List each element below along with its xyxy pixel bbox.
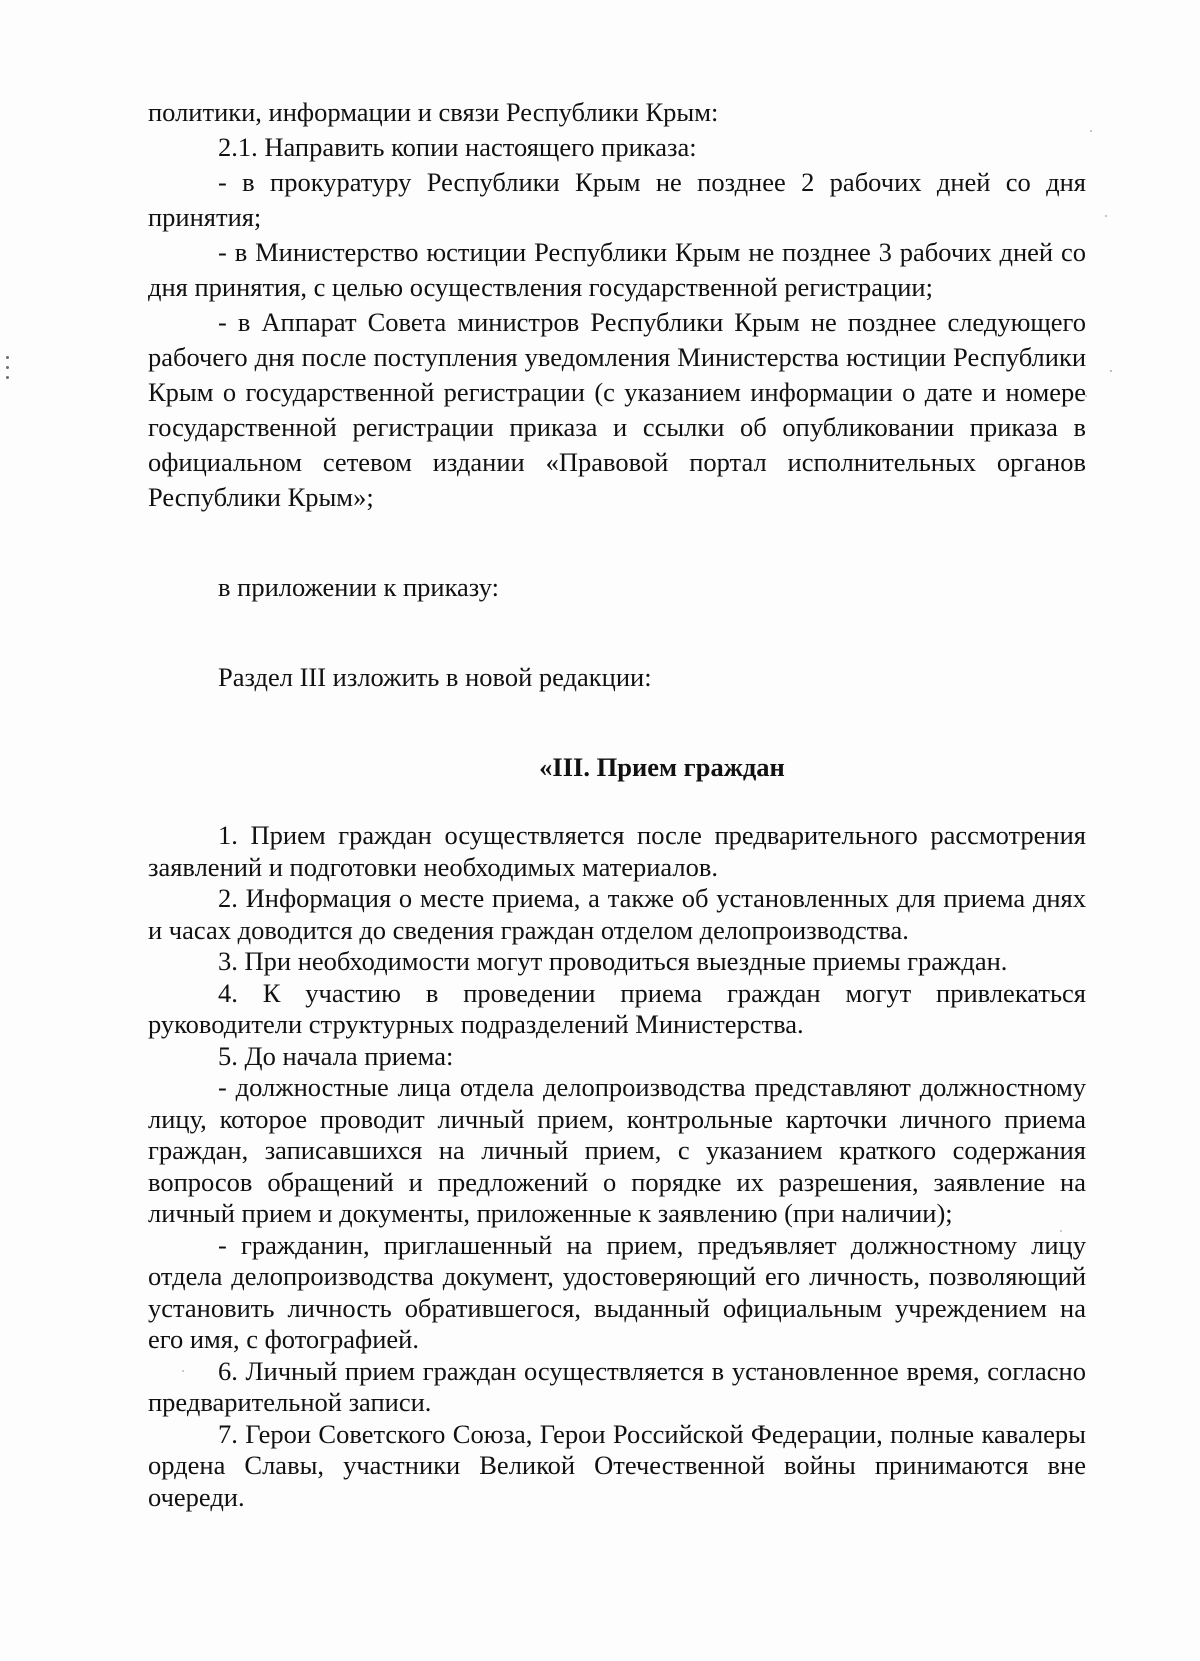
list-item: 3. При необходимости могут проводиться выездные приемы граждан.: [218, 946, 1008, 976]
list-item: 6. Личный прием граждан осуществляется в установленное время, согласно предварительной записи.: [148, 1355, 1086, 1417]
spacer: [148, 730, 1086, 750]
spacer: [148, 695, 1086, 730]
section-title: «III. Прием граждан: [539, 752, 785, 782]
spacer: [148, 640, 1086, 660]
scan-speck: [6, 366, 9, 369]
spacer: [148, 785, 1086, 820]
paragraph: политики, информации и связи Республики Крым:: [148, 97, 719, 127]
spacer: [148, 550, 1086, 570]
spacer: [148, 605, 1086, 640]
paragraph: - в Министерство юстиции Республики Крым не позднее 3 рабочих дней со дня принятия, с целью осуществления государственной регистрации;: [148, 237, 1086, 302]
paragraph: 2.1. Направить копии настоящего приказа:: [218, 132, 697, 162]
scan-speck: [1110, 370, 1112, 372]
scan-speck: [6, 356, 9, 359]
list-item: 4. К участию в проведении приема граждан могут привлекаться руководители структурных подразделений Министерства.: [148, 977, 1086, 1039]
spacer: [148, 515, 1086, 550]
paragraph: - в Аппарат Совета министров Республики Крым не позднее следующего рабочего дня после поступления уведомления Министерства юстиции Республики Крым о государственной регистрации (с указанием информации о дате и номере государственной регистрации приказа и ссылки об опубликовании приказа в официальном сетевом издании «Правовой портал исполнительных органов Республики Крым»;: [148, 307, 1086, 512]
scan-speck: [1090, 130, 1092, 132]
annex-intro: в приложении к приказу:: [218, 572, 499, 602]
list-item: - должностные лица отдела делопроизводства представляют должностному лицу, которое проводит личный прием, контрольные карточки личного приема граждан, записавшихся на личный прием, с указанием краткого содержания вопросов обращений и предложений о порядке их разрешения, заявление на личный прием и документы, приложенные к заявлению (при наличии);: [148, 1072, 1086, 1228]
list-item: 7. Герои Советского Союза, Герои Российской Федерации, полные кавалеры ордена Славы, участники Великой Отечественной войны принимаются вне очереди.: [148, 1418, 1086, 1512]
list-item: 2. Информация о месте приема, а также об установленных для приема днях и часах доводится до сведения граждан отделом делопроизводства.: [148, 883, 1086, 945]
list-item: 5. До начала приема:: [218, 1040, 454, 1071]
document-body: [148, 95, 1086, 1513]
list-item: - гражданин, приглашенный на прием, предъявляет должностному лицу отдела делопроизводства документ, удостоверяющий его личность, позволяющий установить личность обратившегося, выданный официальным учреждением на его имя, с фотографией.: [148, 1229, 1086, 1354]
list-item: 1. Прием граждан осуществляется после предварительного рассмотрения заявлений и подготовки необходимых материалов.: [148, 820, 1086, 882]
section-intro: Раздел III изложить в новой редакции:: [218, 662, 652, 692]
scan-speck: [1105, 215, 1107, 217]
section-items: [148, 820, 1086, 1513]
paragraph: - в прокуратуру Республики Крым не позднее 2 рабочих дней со дня принятия;: [148, 167, 1086, 232]
scan-speck: [6, 376, 9, 379]
